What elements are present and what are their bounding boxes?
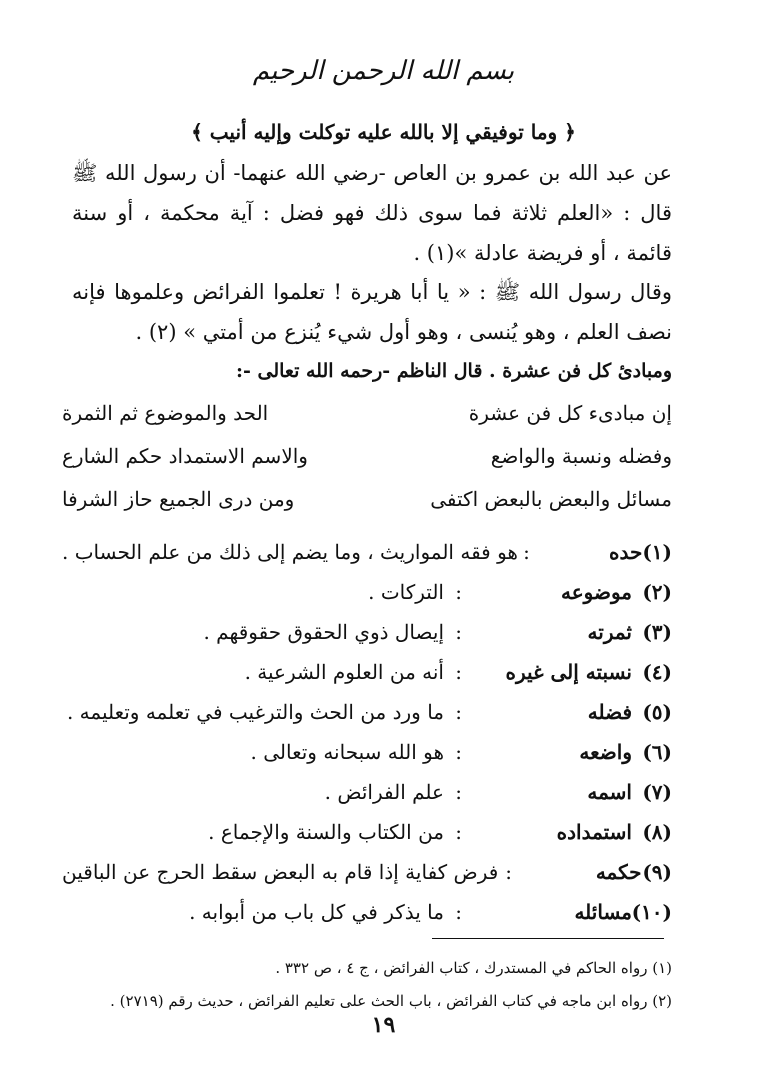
separator-colon: : [455,740,462,764]
poem-verse [62,478,672,521]
basmala-heading: بسم الله الرحمن الرحيم [252,56,515,86]
hadith-paragraph-2: وقال رسول الله ﷺ : « يا أبا هريرة ! تعلموا الفرائض وعلموها فإنه نصف العلم ، وهو يُنسى ، وهو أول شيء يُنزع من أمتي » (٢) . [72,280,672,344]
definition-label: اسمه [587,780,632,804]
definition-item [62,772,672,812]
definition-text: إيصال ذوي الحقوق حقوقهم . [203,620,444,644]
poem-intro: ومبادئ كل فن عشرة . قال الناظم -رحمه الله تعالى -: [236,360,672,382]
quran-verse: ﴿ وما توفيقي إلا بالله عليه توكلت وإليه أنيب ﴾ [191,120,576,144]
definitions-list [62,532,672,932]
definition-text: علم الفرائض . [324,780,444,804]
page-number: ١٩ [371,1012,396,1038]
definition-number: (٧) [642,780,672,804]
separator-colon: : [523,540,530,564]
definition-number: (٩) [642,860,672,884]
definition-item [62,612,672,652]
footnote: (١) رواه الحاكم في المستدرك ، كتاب الفرائض ، ج ٤ ، ص ٣٣٢ . [275,959,672,977]
hadith-paragraph-1: عن عبد الله بن عمرو بن العاص -رضي الله عنهما- أن رسول الله ﷺ قال : «العلم ثلاثة فما سوى ذلك فهو فضل : آية محكمة ، أو سنة قائمة ، أو فريضة عادلة »(١) . [72,161,672,265]
definition-text: ما يذكر في كل باب من أبوابه . [189,900,444,924]
definition-label: موضوعه [560,580,632,604]
definition-item [62,892,672,932]
definition-number: (١٠) [631,900,672,924]
definition-label: مسائله [574,900,632,924]
separator-colon: : [455,700,462,724]
poem-second-hemistich: الحد والموضوع ثم الثمرة [62,401,269,425]
separator-colon: : [455,620,462,644]
poem [62,392,672,521]
definition-label: استمداده [556,820,632,844]
definition-text: أنه من العلوم الشرعية . [244,660,444,684]
separator-colon: : [455,780,462,804]
definition-label: حكمه [595,860,642,884]
definition-number: (٣) [642,620,672,644]
definition-number: (٥) [642,700,672,724]
definition-text: من الكتاب والسنة والإجماع . [208,820,444,844]
definition-item [62,732,672,772]
definition-text: هو الله سبحانه وتعالى . [250,740,444,764]
definition-item [62,572,672,612]
poem-first-hemistich: إن مبادىء كل فن عشرة [468,401,672,425]
definition-text: هو فقه المواريث ، وما يضم إلى ذلك من علم الحساب . [62,540,518,564]
definition-number: (٦) [642,740,672,764]
separator-colon: : [455,900,462,924]
definition-label: حده [608,540,643,564]
definition-item [62,692,672,732]
poem-first-hemistich: مسائل والبعض بالبعض اكتفى [430,487,672,511]
definition-number: (٢) [642,580,672,604]
definition-number: (٨) [642,820,672,844]
footnote: (٢) رواه ابن ماجه في كتاب الفرائض ، باب الحث على تعليم الفرائض ، حديث رقم (٢٧١٩) . [110,992,672,1010]
separator-colon: : [455,660,462,684]
separator-colon: : [455,820,462,844]
definition-number: (٤) [642,660,672,684]
poem-first-hemistich: وفضله ونسبة والواضع [490,444,672,468]
definition-text: التركات . [368,580,444,604]
definition-label: نسبته إلى غيره [505,660,632,684]
poem-second-hemistich: ومن درى الجميع حاز الشرفا [62,487,295,511]
poem-verse [62,392,672,435]
definition-item [62,652,672,692]
definition-label: واضعه [579,740,632,764]
definition-label: فضله [587,700,632,724]
footnote-divider [432,938,664,939]
definition-text: ما ورد من الحث والترغيب في تعلمه وتعليمه . [66,700,444,724]
definition-item [62,812,672,852]
poem-verse [62,435,672,478]
definition-item [62,532,672,572]
poem-second-hemistich: والاسم الاستمداد حكم الشارع [62,444,308,468]
separator-colon: : [505,860,513,884]
definition-text: فرض كفاية إذا قام به البعض سقط الحرج عن الباقين [62,860,499,884]
definition-item [62,852,672,892]
separator-colon: : [455,580,462,604]
definition-label: ثمرته [587,620,632,644]
definition-number: (١) [642,540,672,564]
